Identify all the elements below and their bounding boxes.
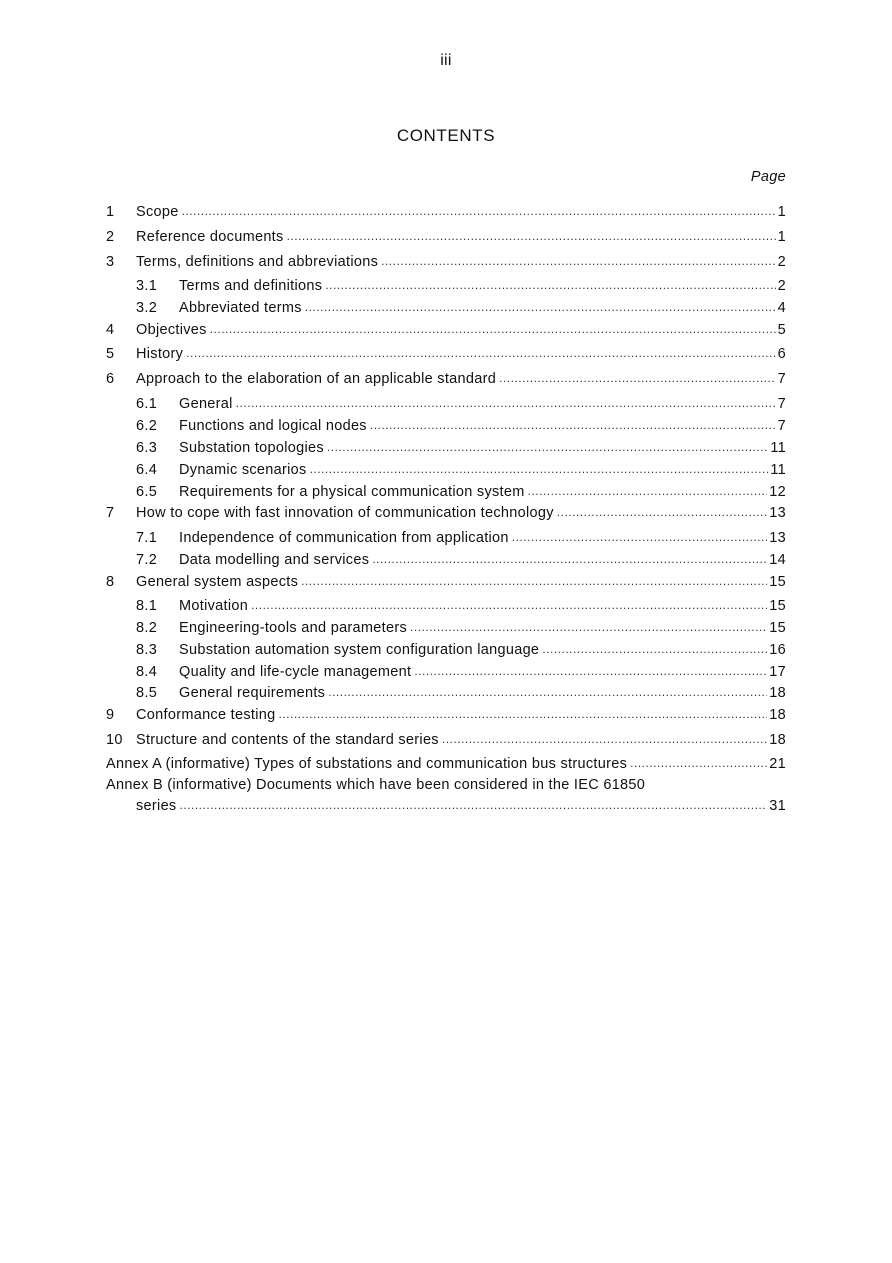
toc-annex-a[interactable]: [106, 752, 786, 772]
toc-entry-title: Terms, definitions and abbreviations: [136, 254, 379, 270]
dot-leader: [310, 458, 769, 478]
toc-entry-title: General: [179, 396, 233, 412]
toc-entry-page: 18: [769, 732, 786, 748]
toc-entry-number: 4: [106, 322, 115, 338]
dot-leader: [414, 660, 767, 680]
toc-entry-title: General requirements: [179, 685, 326, 701]
dot-leader: [542, 638, 767, 658]
toc-entry[interactable]: [106, 342, 786, 362]
annex-b-title-line2: series: [136, 798, 177, 814]
dot-leader: [528, 480, 768, 500]
dot-leader: [370, 414, 776, 434]
toc-entry-page: 7: [777, 396, 786, 412]
dot-leader: [279, 703, 768, 723]
toc-entry-number: 3.2: [136, 300, 158, 316]
toc-entry-number: 10: [106, 732, 123, 748]
toc-entry-page: 4: [777, 300, 786, 316]
toc-entry-title: Objectives: [136, 322, 207, 338]
annex-a-page: 21: [769, 756, 786, 772]
toc-entry-number: 6.2: [136, 418, 158, 434]
dot-leader: [179, 794, 767, 814]
toc-entry-page: 17: [769, 664, 786, 680]
dot-leader: [287, 225, 776, 245]
toc-entry-title: Scope: [136, 204, 179, 220]
toc-entry-page: 2: [777, 278, 786, 294]
toc-entry-page: 5: [777, 322, 786, 338]
toc-entry-title: Terms and definitions: [179, 278, 323, 294]
annex-a-title: Annex A (informative) Types of substations and communication bus structures: [106, 756, 628, 772]
toc-entry-title: Engineering-tools and parameters: [179, 620, 408, 636]
toc-entry-number: 2: [106, 229, 115, 245]
toc-entry-title: Substation automation system configuration language: [179, 642, 540, 658]
toc-entry[interactable]: [106, 548, 786, 568]
toc-entry[interactable]: [106, 728, 786, 748]
toc-entry-title: Reference documents: [136, 229, 284, 245]
toc-entry[interactable]: [106, 250, 786, 270]
toc-entry-title: Abbreviated terms: [179, 300, 302, 316]
toc-entry-number: 6: [106, 371, 115, 387]
toc-entry-number: 1: [106, 204, 115, 220]
toc-entry-number: 3.1: [136, 278, 158, 294]
toc-entry[interactable]: [106, 296, 786, 316]
toc-entry[interactable]: [106, 367, 786, 387]
toc-entry-number: 8.3: [136, 642, 158, 658]
toc-entry-page: 6: [777, 346, 786, 362]
dot-leader: [251, 594, 767, 614]
toc-entry-number: 3: [106, 254, 115, 270]
toc-entry-title: Dynamic scenarios: [179, 462, 307, 478]
toc-entry-page: 14: [769, 552, 786, 568]
toc-entry-page: 7: [777, 371, 786, 387]
toc-entry-number: 7.1: [136, 530, 158, 546]
toc-entry[interactable]: [106, 616, 786, 636]
toc-entry-title: Conformance testing: [136, 707, 276, 723]
toc-entry-number: 7: [106, 505, 115, 521]
dot-leader: [410, 616, 767, 636]
dot-leader: [557, 501, 767, 521]
dot-leader: [442, 728, 767, 748]
toc-entry-page: 13: [769, 505, 786, 521]
toc-entry[interactable]: [106, 225, 786, 245]
dot-leader: [381, 250, 776, 270]
toc-entry-page: 15: [769, 620, 786, 636]
toc-entry-number: 8.2: [136, 620, 158, 636]
toc-entry-number: 8.4: [136, 664, 158, 680]
dot-leader: [327, 436, 768, 456]
toc-entry-number: 9: [106, 707, 115, 723]
toc-entry[interactable]: [106, 392, 786, 412]
toc-entry[interactable]: [106, 480, 786, 500]
toc-entry-title: Independence of communication from application: [179, 530, 509, 546]
toc-entry-title: Structure and contents of the standard series: [136, 732, 439, 748]
toc-entry[interactable]: [106, 274, 786, 294]
toc-entry[interactable]: [106, 501, 786, 521]
contents-title: CONTENTS: [396, 126, 496, 145]
dot-leader: [182, 200, 776, 220]
toc-entry-title: Data modelling and services: [179, 552, 370, 568]
toc-entry-page: 18: [769, 685, 786, 701]
toc-entry-number: 5: [106, 346, 115, 362]
toc-entry-page: 1: [777, 229, 786, 245]
toc-entry-title: Substation topologies: [179, 440, 324, 456]
toc-entry[interactable]: [106, 570, 786, 590]
toc-entry-page: 12: [769, 484, 786, 500]
toc-entry[interactable]: [106, 200, 786, 220]
dot-leader: [210, 318, 776, 338]
dot-leader: [325, 274, 775, 294]
toc-entry-page: 11: [770, 462, 786, 478]
toc-entry[interactable]: [106, 458, 786, 478]
toc-entry[interactable]: [106, 436, 786, 456]
toc-annex-b[interactable]: [136, 794, 786, 814]
toc-entry-title: History: [136, 346, 184, 362]
toc-entry-page: 15: [769, 598, 786, 614]
page-column-label: Page: [750, 169, 786, 185]
annex-b-page: 31: [769, 798, 786, 814]
toc-entry-page: 1: [777, 204, 786, 220]
toc-entry-title: Motivation: [179, 598, 249, 614]
page-number: iii: [440, 52, 452, 69]
toc-entry-title: Approach to the elaboration of an applicable standard: [136, 371, 497, 387]
toc-entry[interactable]: [106, 414, 786, 434]
toc-entry-page: 15: [769, 574, 786, 590]
toc-entry-title: Requirements for a physical communication system: [179, 484, 525, 500]
dot-leader: [512, 526, 767, 546]
toc-entry[interactable]: [106, 681, 786, 701]
toc-entry-number: 7.2: [136, 552, 158, 568]
toc-entry[interactable]: [106, 526, 786, 546]
toc-entry-number: 6.1: [136, 396, 158, 412]
toc-entry[interactable]: [106, 703, 786, 723]
dot-leader: [499, 367, 776, 387]
toc-entry-number: 6.5: [136, 484, 158, 500]
toc-entry-number: 6.4: [136, 462, 158, 478]
annex-b-title-line1[interactable]: Annex B (informative) Documents which have been considered in the IEC 61850: [106, 777, 646, 793]
dot-leader: [186, 342, 775, 362]
dot-leader: [372, 548, 767, 568]
toc-entry[interactable]: [106, 318, 786, 338]
toc-entry-number: 8.1: [136, 598, 158, 614]
toc-entry-page: 13: [769, 530, 786, 546]
toc-entry-number: 8.5: [136, 685, 158, 701]
toc-entry[interactable]: [106, 638, 786, 658]
toc-entry-page: 7: [777, 418, 786, 434]
toc-entry-title: General system aspects: [136, 574, 299, 590]
dot-leader: [301, 570, 767, 590]
dot-leader: [236, 392, 776, 412]
toc-entry-title: Quality and life-cycle management: [179, 664, 412, 680]
toc-entry-page: 16: [769, 642, 786, 658]
toc-entry-page: 11: [770, 440, 786, 456]
dot-leader: [630, 752, 767, 772]
toc-entry-number: 8: [106, 574, 115, 590]
toc-entry-title: How to cope with fast innovation of communication technology: [136, 505, 554, 521]
toc-entry[interactable]: [106, 660, 786, 680]
toc-entry-page: 18: [769, 707, 786, 723]
toc-entry-page: 2: [777, 254, 786, 270]
dot-leader: [305, 296, 776, 316]
dot-leader: [328, 681, 767, 701]
toc-entry[interactable]: [106, 594, 786, 614]
toc-entry-number: 6.3: [136, 440, 158, 456]
toc-entry-title: Functions and logical nodes: [179, 418, 367, 434]
